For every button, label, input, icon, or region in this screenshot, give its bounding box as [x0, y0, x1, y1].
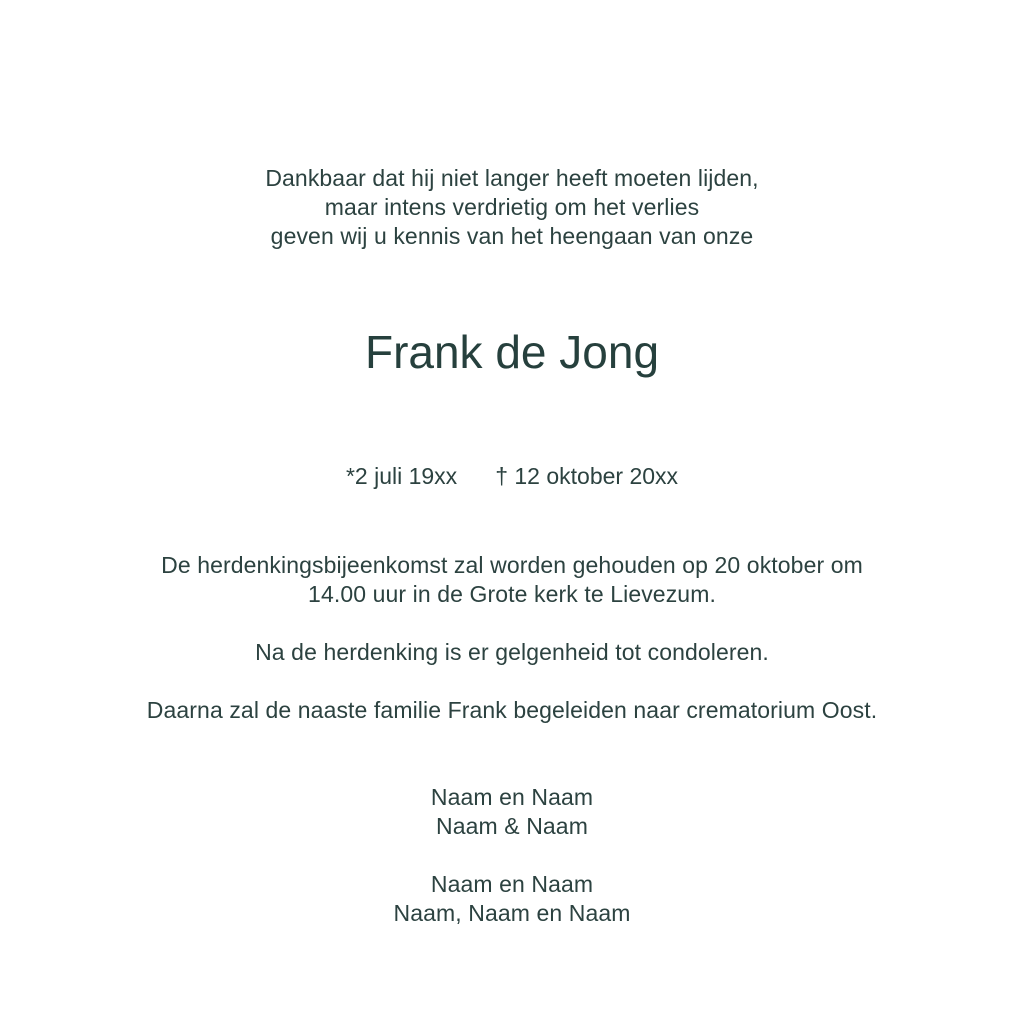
life-dates: [0, 462, 1024, 491]
announcement-line-2: 14.00 uur in de Grote kerk te Lievezum.: [308, 581, 716, 607]
family-name-2: Naam & Naam: [436, 813, 588, 839]
intro-line-2: maar intens verdrietig om het verlies: [324, 194, 700, 220]
deceased-name: Frank de Jong: [364, 326, 660, 378]
announcement-line-1: De herdenkingsbijeenkomst zal worden gehouden op 20 oktober om: [161, 552, 863, 578]
death-date: † 12 oktober 20xx: [495, 463, 679, 489]
birth-date: *2 juli 19xx: [345, 463, 458, 489]
family-name-4: Naam, Naam en Naam: [393, 900, 631, 926]
cremation-line: Daarna zal de naaste familie Frank begeleiden naar crematorium Oost.: [146, 697, 878, 723]
family-name-3: Naam en Naam: [430, 871, 594, 897]
intro-line-1: Dankbaar dat hij niet langer heeft moeten lijden,: [265, 165, 759, 191]
intro-line-3: geven wij u kennis van het heengaan van onze: [270, 223, 754, 249]
condolence-line: Na de herdenking is er gelgenheid tot condoleren.: [255, 639, 769, 665]
family-name-1: Naam en Naam: [430, 784, 594, 810]
